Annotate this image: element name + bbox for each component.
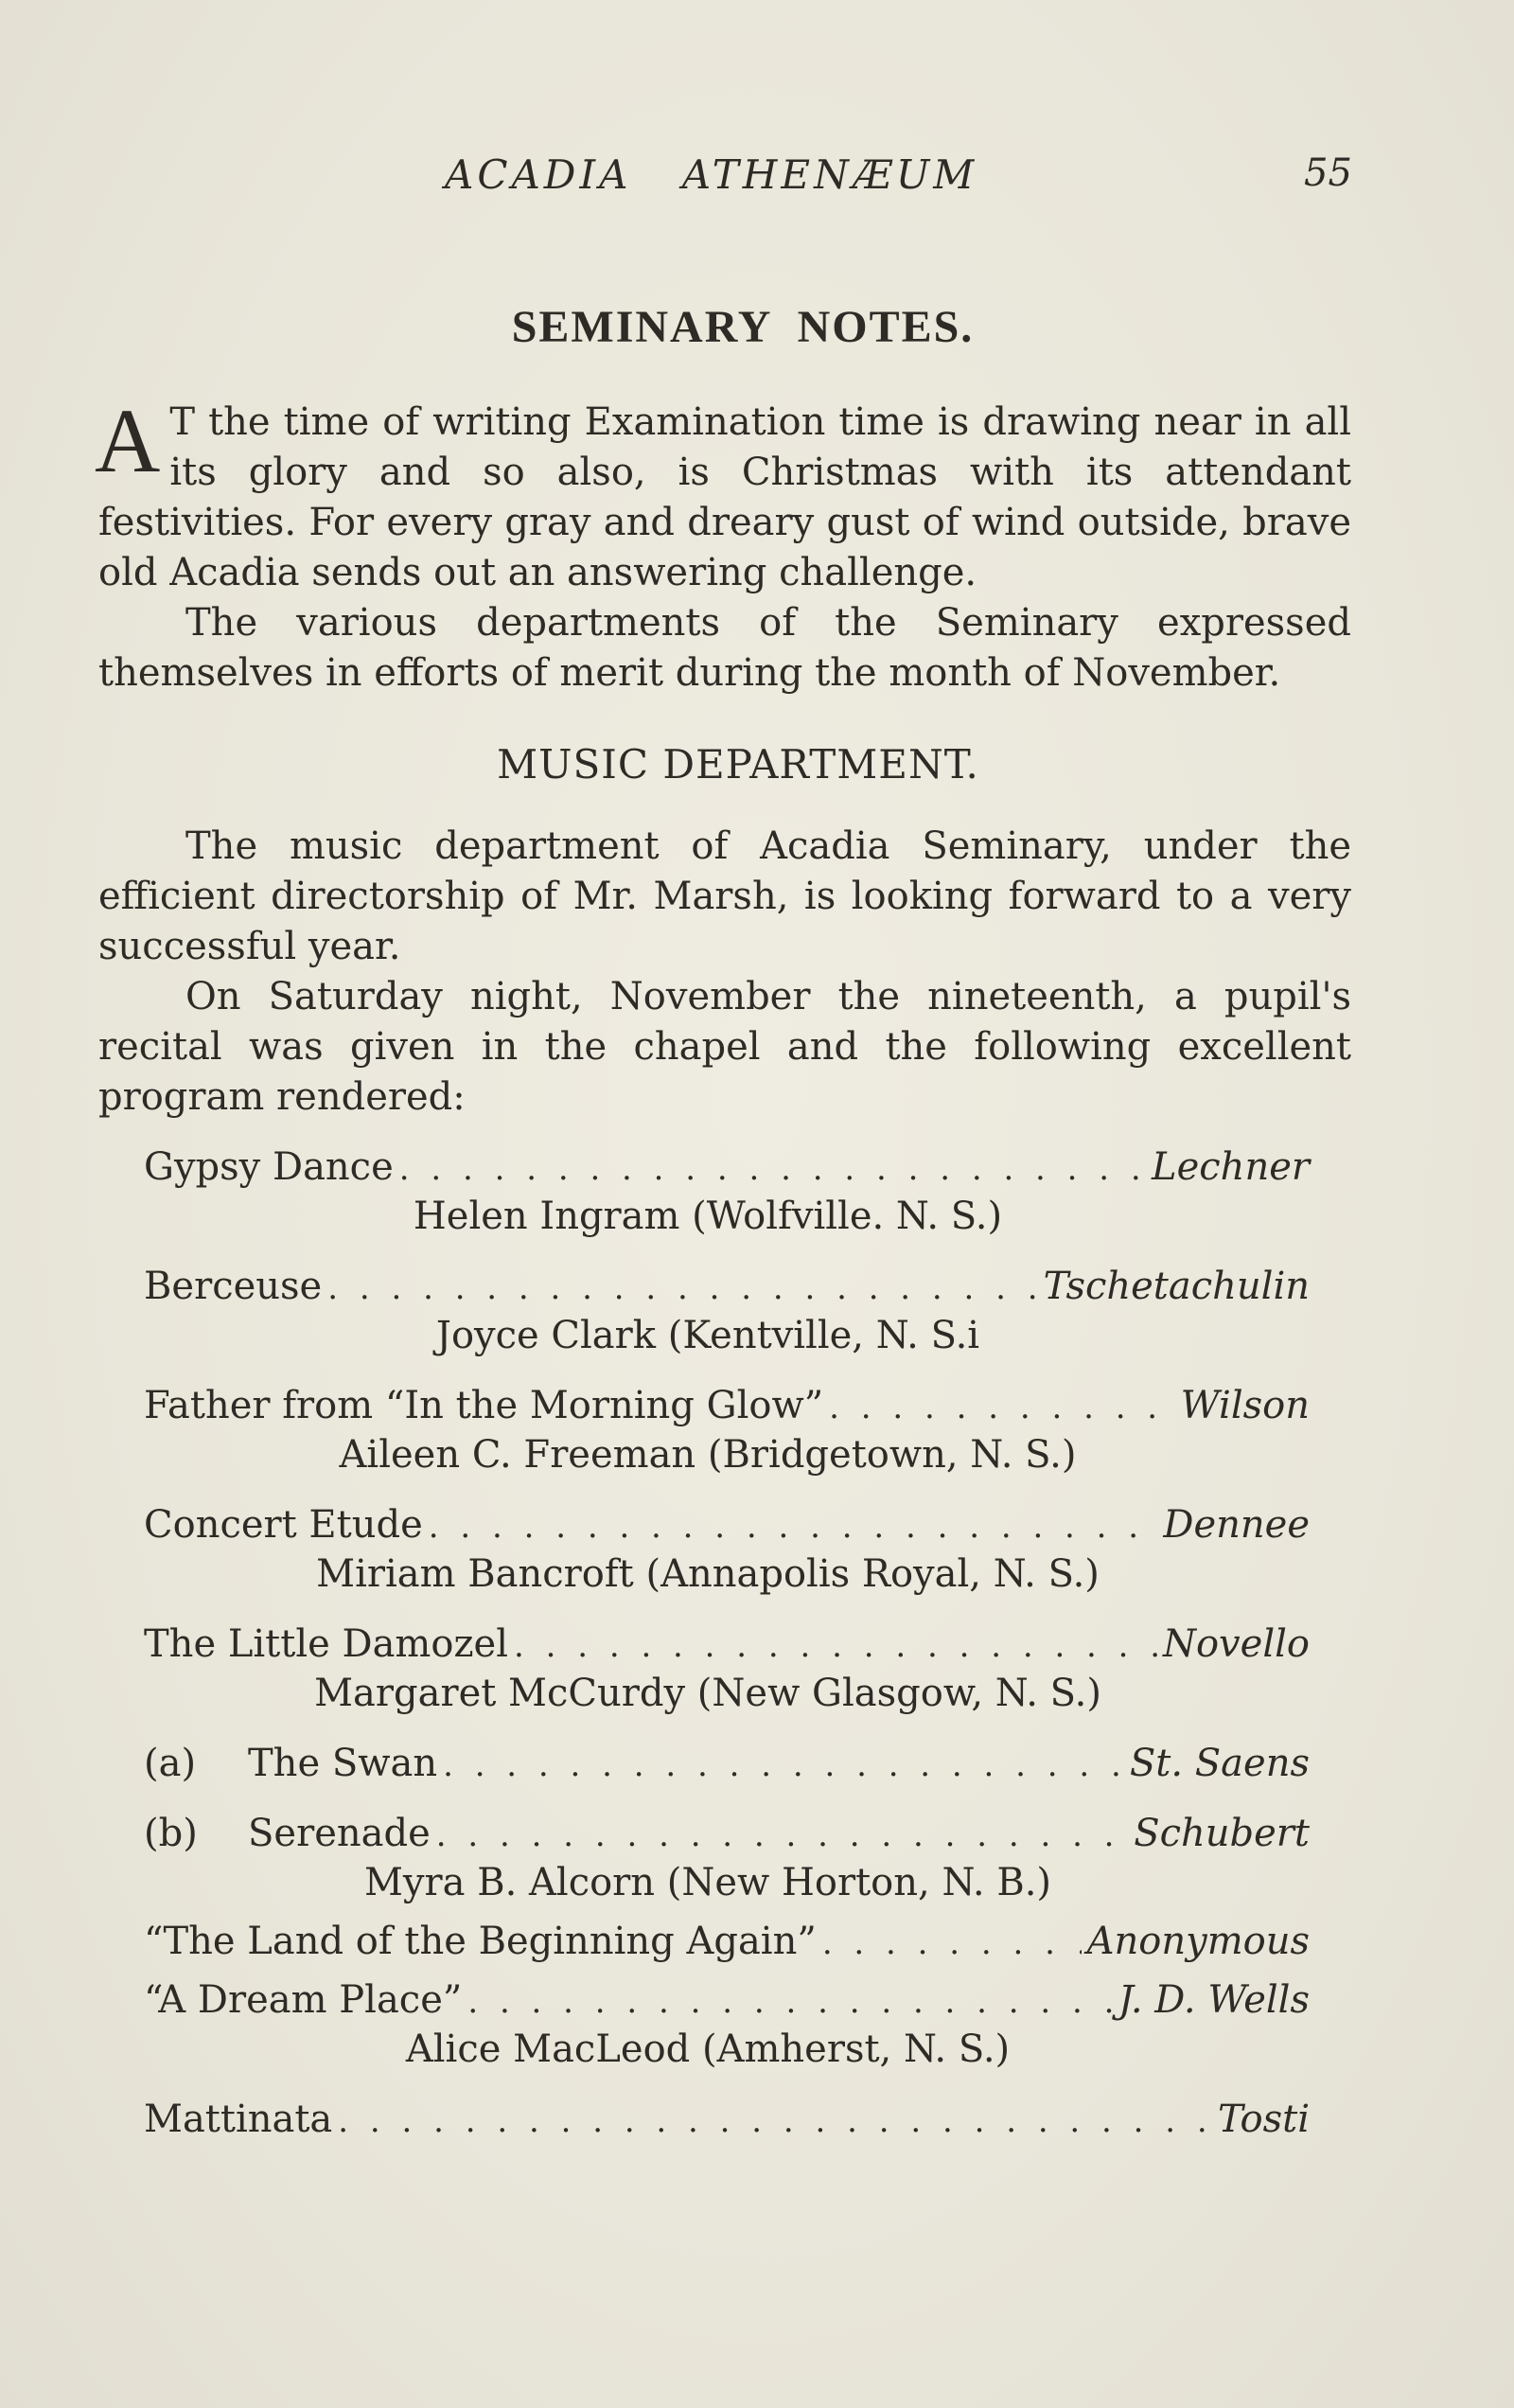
piece-title: Gypsy Dance xyxy=(144,1145,394,1189)
item-prefix: (b) xyxy=(144,1812,198,1855)
leader-dots xyxy=(514,1621,1157,1671)
piece-title: Berceuse xyxy=(144,1265,323,1308)
item-prefix: (a) xyxy=(144,1742,197,1785)
program-line xyxy=(144,1142,1310,1192)
leader-dots xyxy=(327,1264,1037,1313)
piece-title: Mattinata xyxy=(144,2098,333,2141)
piece-title xyxy=(144,1739,437,1788)
composer: St. Saens xyxy=(1129,1742,1310,1785)
program-entry xyxy=(144,1500,1310,1599)
performer: Margaret McCurdy (New Glasgow, N. S.) xyxy=(314,1672,1101,1715)
performer: Joyce Clark (Kentville, N. S.i xyxy=(435,1314,980,1357)
composer: Wilson xyxy=(1180,1384,1310,1427)
leader-dots xyxy=(829,1383,1174,1432)
program-line xyxy=(144,2095,1310,2144)
recital-program xyxy=(144,1142,1310,2165)
program-entry xyxy=(144,1262,1310,1360)
composer: Lechner xyxy=(1152,1145,1310,1189)
piece-title xyxy=(144,1809,431,1858)
program-line xyxy=(144,1809,1310,1858)
piece-title-text: Serenade xyxy=(248,1812,431,1855)
drop-cap: A xyxy=(95,390,161,491)
intro-paragraph-1-text: T the time of writing Examination time is drawing near in all its glory and so also, is Christmas with its attendant festivities. For every gray and dreary gust of wind outside, brave old Acadia sends out an answering challenge. xyxy=(98,400,1351,594)
program-line xyxy=(144,1975,1310,2025)
leader-dots xyxy=(443,1741,1124,1790)
performer: Alice MacLeod (Amherst, N. S.) xyxy=(405,2027,1011,2071)
performer: Aileen C. Freeman (Bridgetown, N. S.) xyxy=(339,1433,1077,1477)
performer: Myra B. Alcorn (New Horton, N. B.) xyxy=(363,1861,1052,1904)
performer: Helen Ingram (Wolfville. N. S.) xyxy=(413,1195,1003,1238)
piece-title: “A Dream Place” xyxy=(144,1978,463,2022)
composer: Anonymous xyxy=(1086,1920,1310,1963)
performer: Miriam Bancroft (Annapolis Royal, N. S.) xyxy=(316,1552,1100,1596)
piece-title: Father from “In the Morning Glow” xyxy=(144,1384,824,1427)
composer: Novello xyxy=(1162,1622,1310,1666)
program-line xyxy=(144,1739,1310,1788)
program-entry xyxy=(144,1739,1310,1788)
program-line xyxy=(144,1262,1310,1311)
composer: J. D. Wells xyxy=(1118,1978,1310,2022)
program-entry xyxy=(144,2095,1310,2144)
running-header xyxy=(0,151,1514,208)
program-line xyxy=(144,1381,1310,1430)
music-paragraph-2: On Saturday night, November the nineteenth, a pupil's recital was given in the chapel and the following excellent program rendered: xyxy=(98,975,1351,1119)
leader-dots xyxy=(338,2097,1212,2146)
program-entry xyxy=(144,1381,1310,1479)
music-paragraph-1: The music department of Acadia Seminary, under the efficient directorship of Mr. Marsh, is looking forward to a very successful year. xyxy=(98,824,1351,968)
leader-dots xyxy=(399,1144,1146,1194)
piece-title: The Little Damozel xyxy=(144,1622,508,1666)
page-number: 55 xyxy=(1304,151,1352,195)
program-entry xyxy=(144,1809,1310,1907)
leader-dots xyxy=(822,1919,1082,1968)
intro-paragraph-2: The various departments of the Seminary expressed themselves in efforts of merit during the month of November. xyxy=(98,601,1351,695)
journal-title: ACADIA ATHENÆUM xyxy=(445,151,978,198)
piece-title: “The Land of the Beginning Again” xyxy=(144,1920,817,1963)
music-department-heading: MUSIC DEPARTMENT. xyxy=(497,741,979,788)
composer: Tschetachulin xyxy=(1043,1265,1310,1308)
piece-title-text: The Swan xyxy=(248,1742,438,1785)
program-line xyxy=(144,1500,1310,1549)
composer: Dennee xyxy=(1163,1503,1310,1547)
program-entry xyxy=(144,1975,1310,2074)
leader-dots xyxy=(436,1811,1128,1860)
program-line xyxy=(144,1917,1310,1966)
composer: Schubert xyxy=(1134,1812,1310,1855)
leader-dots xyxy=(467,1977,1113,2027)
program-entry xyxy=(144,1620,1310,1718)
program-line xyxy=(144,1620,1310,1669)
section-title: SEMINARY NOTES. xyxy=(511,302,975,352)
intro-paragraph-1 xyxy=(95,390,1351,598)
program-entry xyxy=(144,1142,1310,1241)
program-entry xyxy=(144,1917,1310,1966)
composer: Tosti xyxy=(1217,2098,1310,2141)
piece-title: Concert Etude xyxy=(144,1503,423,1547)
leader-dots xyxy=(429,1502,1158,1551)
